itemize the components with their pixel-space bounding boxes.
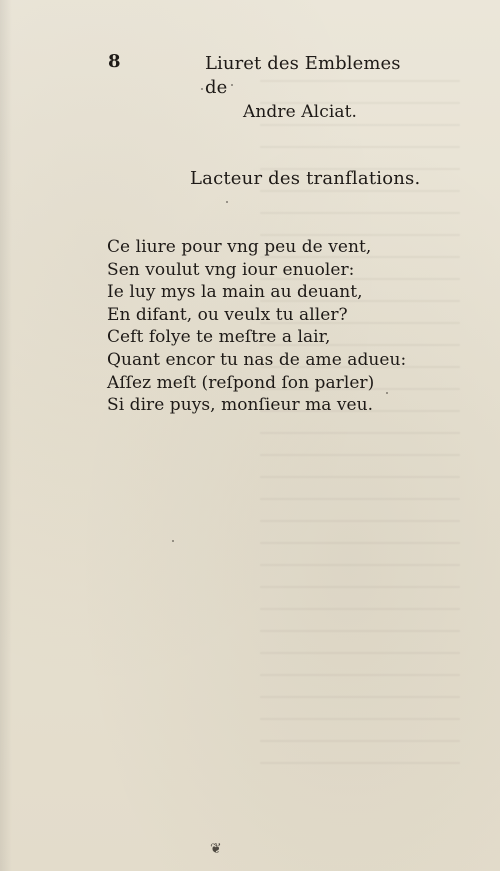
poem-line: Si dire puys, monſieur ma veu. — [107, 395, 374, 416]
poem-line: Ce liure pour vng peu de vent, — [107, 237, 372, 257]
poem-line: Ceft folye te meſtre a lair, — [107, 327, 331, 348]
poem-line: Quant encor tu nas de ame adueu: — [107, 349, 407, 370]
fleuron-icon: ❦ — [210, 841, 222, 857]
running-head — [205, 52, 405, 124]
running-head-line-2: Andre Alciat. — [243, 102, 358, 122]
ink-speck — [231, 84, 233, 86]
section-title: Lacteur des tranflations. — [190, 168, 421, 189]
ink-speck — [386, 392, 388, 394]
running-head-line-1: Liuret des Emblemes de — [205, 53, 401, 98]
poem-line: Sen voulut vng iour enuoler: — [107, 259, 355, 280]
poem-line: Aſſez meſt (reſpond ſon parler) — [107, 372, 375, 393]
poem — [107, 236, 427, 417]
ink-speck — [172, 540, 174, 542]
ink-speck — [201, 88, 203, 90]
page-gutter-shadow — [0, 0, 12, 871]
ink-speck — [226, 201, 228, 203]
poem-line: Ie luy mys la main au deuant, — [107, 282, 363, 303]
page-number: 8 — [108, 51, 121, 72]
poem-line: En difant, ou veulx tu aller? — [107, 304, 348, 325]
